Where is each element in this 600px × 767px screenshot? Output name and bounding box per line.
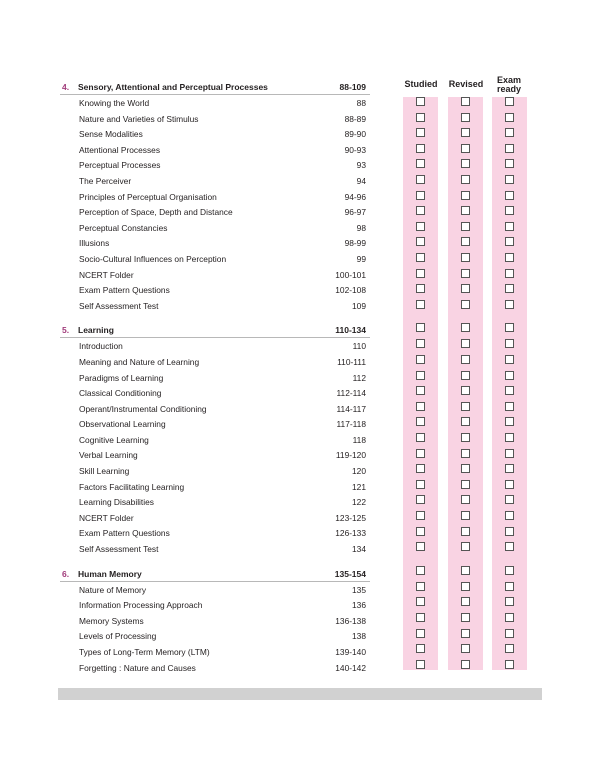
revised-checkbox[interactable] <box>461 323 470 332</box>
toc-item <box>60 111 370 127</box>
exam-ready-checkbox[interactable] <box>505 97 514 106</box>
studied-checkbox[interactable] <box>416 386 425 395</box>
toc-item-pages: 110-111 <box>337 356 366 367</box>
exam-ready-checkbox[interactable] <box>505 284 514 293</box>
toc-item <box>60 401 370 417</box>
toc-item-pages: 139-140 <box>335 647 366 657</box>
toc-item <box>60 597 370 613</box>
toc-item <box>60 95 370 111</box>
studied-checkbox[interactable] <box>416 597 425 606</box>
toc-item-label: Learning Disabilities <box>79 497 154 508</box>
revised-checkbox[interactable] <box>461 402 470 411</box>
toc-item <box>60 463 370 479</box>
toc-item <box>60 541 370 557</box>
studied-checkbox[interactable] <box>416 222 425 231</box>
revised-checkbox[interactable] <box>461 284 470 293</box>
studied-column-header: Studied <box>404 79 438 89</box>
exam-ready-checkbox[interactable] <box>505 339 514 348</box>
revised-checkbox[interactable] <box>461 613 470 622</box>
studied-checkbox[interactable] <box>416 206 425 215</box>
toc-item-pages: 120 <box>352 466 366 477</box>
toc-item-label: Exam Pattern Questions <box>79 528 170 539</box>
exam-ready-checkbox[interactable] <box>505 417 514 426</box>
revised-checkbox[interactable] <box>461 339 470 348</box>
revised-checkbox[interactable] <box>461 566 470 575</box>
toc-item-pages: 114-117 <box>336 403 366 414</box>
toc-item-label: Factors Facilitating Learning <box>79 481 185 492</box>
toc-item-label: Levels of Processing <box>79 631 157 642</box>
revised-checkbox[interactable] <box>461 355 470 364</box>
toc-item-label: Self Assessment Test <box>79 544 159 555</box>
toc-item-label: Types of Long-Term Memory (LTM) <box>79 647 210 657</box>
exam-ready-checkbox[interactable] <box>505 128 514 137</box>
toc-item-pages: 122 <box>352 497 366 508</box>
studied-checkbox[interactable] <box>416 269 425 278</box>
revised-checkbox[interactable] <box>461 629 470 638</box>
revised-checkbox[interactable] <box>461 480 470 489</box>
studied-checkbox[interactable] <box>416 660 425 669</box>
exam-ready-checkbox[interactable] <box>505 144 514 153</box>
toc-item <box>60 370 370 386</box>
revised-checkbox[interactable] <box>461 644 470 653</box>
toc-item <box>60 416 370 432</box>
section-number: 4. <box>62 82 70 92</box>
studied-checkbox[interactable] <box>416 339 425 348</box>
toc-item-label: Operant/Instrumental Conditioning <box>79 403 207 414</box>
toc-item-pages: 93 <box>356 160 366 171</box>
toc-item-pages: 100-101 <box>335 269 366 280</box>
revised-checkbox[interactable] <box>461 113 470 122</box>
revised-checkbox[interactable] <box>461 159 470 168</box>
table-of-contents <box>60 78 370 675</box>
revised-checkbox[interactable] <box>461 495 470 504</box>
revised-checkbox[interactable] <box>461 206 470 215</box>
exam-ready-checkbox[interactable] <box>505 253 514 262</box>
toc-item-label: Cognitive Learning <box>79 434 149 445</box>
toc-item-pages: 126-133 <box>335 528 366 539</box>
toc-item <box>60 189 370 205</box>
exam-ready-checkbox[interactable] <box>505 113 514 122</box>
section-gap <box>60 313 370 321</box>
toc-item-label: Classical Conditioning <box>79 388 162 399</box>
toc-item-label: Socio-Cultural Influences on Perception <box>79 253 227 264</box>
toc-item <box>60 525 370 541</box>
toc-item-label: Perceptual Constancies <box>79 222 168 233</box>
exam-ready-checkbox[interactable] <box>505 597 514 606</box>
toc-item <box>60 660 370 676</box>
studied-checkbox[interactable] <box>416 511 425 520</box>
toc-item-pages: 136-138 <box>335 615 366 626</box>
toc-item-pages: 117-118 <box>336 419 366 430</box>
studied-checkbox[interactable] <box>416 644 425 653</box>
toc-item-pages: 88 <box>356 98 366 108</box>
studied-checkbox[interactable] <box>416 495 425 504</box>
exam-ready-checkbox[interactable] <box>505 464 514 473</box>
toc-item-label: Principles of Perceptual Organisation <box>79 191 217 202</box>
studied-checkbox[interactable] <box>416 542 425 551</box>
toc-item-pages: 112-114 <box>336 388 366 399</box>
toc-item-pages: 134 <box>352 544 366 555</box>
studied-checkbox[interactable] <box>416 113 425 122</box>
toc-item-pages: 136 <box>352 600 366 611</box>
toc-item-label: Paradigms of Learning <box>79 372 164 383</box>
toc-item-label: Illusions <box>79 238 110 249</box>
section-pages: 135-154 <box>334 568 366 579</box>
section-gap <box>60 557 370 565</box>
studied-checkbox[interactable] <box>416 128 425 137</box>
studied-checkbox[interactable] <box>416 527 425 536</box>
toc-item <box>60 235 370 251</box>
toc-item-label: NCERT Folder <box>79 269 134 280</box>
revised-checkbox[interactable] <box>461 237 470 246</box>
section-pages: 110-134 <box>335 325 366 336</box>
studied-checkbox[interactable] <box>416 323 425 332</box>
toc-item-pages: 140-142 <box>335 662 366 673</box>
studied-checkbox[interactable] <box>416 566 425 575</box>
section-title: Human Memory <box>78 568 142 579</box>
toc-item-pages: 88-89 <box>344 113 366 124</box>
exam-ready-checkbox[interactable] <box>505 566 514 575</box>
exam-ready-checkbox[interactable] <box>505 191 514 200</box>
exam-ready-checkbox[interactable] <box>505 222 514 231</box>
exam-ready-checkbox[interactable] <box>505 237 514 246</box>
studied-checkbox[interactable] <box>416 97 425 106</box>
exam-ready-checkbox[interactable] <box>505 206 514 215</box>
exam-ready-checkbox[interactable] <box>505 300 514 309</box>
toc-item <box>60 385 370 401</box>
exam-ready-checkbox[interactable] <box>505 159 514 168</box>
revised-checkbox[interactable] <box>461 144 470 153</box>
studied-checkbox[interactable] <box>416 175 425 184</box>
revised-checkbox[interactable] <box>461 222 470 231</box>
toc-item <box>60 142 370 158</box>
exam-ready-checkbox[interactable] <box>505 644 514 653</box>
revised-checkbox[interactable] <box>461 269 470 278</box>
toc-item-pages: 89-90 <box>344 129 366 140</box>
studied-checkbox[interactable] <box>416 159 425 168</box>
toc-item-pages: 135 <box>352 584 366 595</box>
toc-item-label: The Perceiver <box>79 175 132 186</box>
toc-item <box>60 251 370 267</box>
toc-item <box>60 126 370 142</box>
toc-item-label: Nature of Memory <box>79 584 147 595</box>
exam-ready-checkbox[interactable] <box>505 527 514 536</box>
exam-ready-checkbox[interactable] <box>505 613 514 622</box>
revised-checkbox[interactable] <box>461 527 470 536</box>
exam-ready-checkbox[interactable] <box>505 495 514 504</box>
toc-item-label: Knowing the World <box>79 98 150 108</box>
exam-ready-checkbox[interactable] <box>505 371 514 380</box>
toc-item-pages: 123-125 <box>335 512 366 523</box>
exam-ready-checkbox[interactable] <box>505 542 514 551</box>
toc-item-label: Forgetting : Nature and Causes <box>79 662 196 673</box>
revised-checkbox[interactable] <box>461 175 470 184</box>
toc-item-label: Verbal Learning <box>79 450 138 461</box>
exam-ready-checkbox[interactable] <box>505 323 514 332</box>
section-title: Sensory, Attentional and Perceptual Processes <box>78 82 268 92</box>
toc-item <box>60 157 370 173</box>
studied-checkbox[interactable] <box>416 464 425 473</box>
studied-checkbox[interactable] <box>416 355 425 364</box>
toc-item <box>60 644 370 660</box>
toc-item-label: Self Assessment Test <box>79 300 159 311</box>
exam-ready-checkbox[interactable] <box>505 629 514 638</box>
studied-checkbox[interactable] <box>416 613 425 622</box>
toc-item-label: Memory Systems <box>79 615 144 626</box>
toc-item-pages: 98 <box>356 222 366 233</box>
toc-item-label: Perception of Space, Depth and Distance <box>79 207 233 218</box>
toc-item <box>60 354 370 370</box>
studied-checkbox[interactable] <box>416 191 425 200</box>
section-title: Learning <box>78 325 114 336</box>
toc-item <box>60 204 370 220</box>
revised-checkbox[interactable] <box>461 542 470 551</box>
toc-item-pages: 121 <box>352 481 366 492</box>
toc-item-pages: 109 <box>352 300 366 311</box>
toc-item-pages: 90-93 <box>344 144 366 155</box>
toc-item-pages: 110 <box>352 341 366 352</box>
exam-ready-checkbox[interactable] <box>505 175 514 184</box>
revised-checkbox[interactable] <box>461 511 470 520</box>
toc-item-pages: 118 <box>352 434 366 445</box>
toc-item <box>60 447 370 463</box>
revised-checkbox[interactable] <box>461 464 470 473</box>
exam-ready-checkbox[interactable] <box>505 386 514 395</box>
exam-ready-checkbox[interactable] <box>505 449 514 458</box>
toc-item-label: Introduction <box>79 341 123 352</box>
toc-item-label: Skill Learning <box>79 466 130 477</box>
studied-checkbox[interactable] <box>416 371 425 380</box>
studied-checkbox[interactable] <box>416 402 425 411</box>
toc-item-label: Information Processing Approach <box>79 600 203 611</box>
revised-checkbox[interactable] <box>461 253 470 262</box>
toc-item-pages: 94-96 <box>344 191 366 202</box>
revised-column-header: Revised <box>448 79 484 89</box>
toc-item <box>60 432 370 448</box>
toc-item-pages: 96-97 <box>344 207 366 218</box>
exam-ready-checkbox[interactable] <box>505 269 514 278</box>
revised-checkbox[interactable] <box>461 191 470 200</box>
toc-item <box>60 338 370 354</box>
revised-checkbox[interactable] <box>461 582 470 591</box>
section-pages: 88-109 <box>339 82 366 92</box>
studied-checkbox[interactable] <box>416 300 425 309</box>
toc-item <box>60 173 370 189</box>
toc-item <box>60 479 370 495</box>
exam-ready-checkbox[interactable] <box>505 480 514 489</box>
studied-checkbox[interactable] <box>416 253 425 262</box>
studied-checkbox[interactable] <box>416 144 425 153</box>
exam-ready-checkbox[interactable] <box>505 355 514 364</box>
revised-checkbox[interactable] <box>461 128 470 137</box>
exam-ready-checkbox[interactable] <box>505 511 514 520</box>
revised-checkbox[interactable] <box>461 371 470 380</box>
exam-ready-column-header: Exam ready <box>496 75 522 94</box>
toc-item <box>60 613 370 629</box>
section-heading <box>60 78 370 95</box>
studied-checkbox[interactable] <box>416 417 425 426</box>
toc-item-label: Nature and Varieties of Stimulus <box>79 113 199 124</box>
toc-item-pages: 94 <box>356 175 366 186</box>
revised-checkbox[interactable] <box>461 417 470 426</box>
revised-checkbox[interactable] <box>461 597 470 606</box>
section-number: 6. <box>62 568 70 579</box>
toc-item <box>60 282 370 298</box>
toc-item-label: Meaning and Nature of Learning <box>79 356 200 367</box>
section-heading <box>60 321 370 338</box>
toc-item <box>60 510 370 526</box>
toc-item <box>60 267 370 283</box>
toc-item <box>60 582 370 598</box>
studied-checkbox[interactable] <box>416 433 425 442</box>
revised-checkbox[interactable] <box>461 386 470 395</box>
studied-checkbox[interactable] <box>416 449 425 458</box>
studied-checkbox[interactable] <box>416 582 425 591</box>
studied-checkbox[interactable] <box>416 629 425 638</box>
toc-item-pages: 98-99 <box>344 238 366 249</box>
revised-checkbox[interactable] <box>461 449 470 458</box>
toc-item <box>60 628 370 644</box>
toc-item <box>60 494 370 510</box>
studied-checkbox[interactable] <box>416 284 425 293</box>
studied-checkbox[interactable] <box>416 237 425 246</box>
revised-checkbox[interactable] <box>461 300 470 309</box>
toc-item-pages: 102-108 <box>335 285 366 296</box>
studied-checkbox[interactable] <box>416 480 425 489</box>
toc-item-pages: 99 <box>356 253 366 264</box>
revised-checkbox[interactable] <box>461 97 470 106</box>
toc-item <box>60 298 370 314</box>
toc-item-label: Attentional Processes <box>79 144 161 155</box>
exam-ready-checkbox[interactable] <box>505 402 514 411</box>
toc-item-label: Perceptual Processes <box>79 160 161 171</box>
toc-item-label: Observational Learning <box>79 419 166 430</box>
exam-ready-checkbox[interactable] <box>505 582 514 591</box>
section-number: 5. <box>62 325 70 336</box>
toc-item <box>60 220 370 236</box>
section-heading <box>60 565 370 582</box>
exam-ready-checkbox[interactable] <box>505 433 514 442</box>
toc-item-pages: 119-120 <box>335 450 366 461</box>
revised-checkbox[interactable] <box>461 433 470 442</box>
toc-item-label: Exam Pattern Questions <box>79 285 170 296</box>
exam-ready-checkbox[interactable] <box>505 660 514 669</box>
revised-checkbox[interactable] <box>461 660 470 669</box>
toc-item-label: Sense Modalities <box>79 129 143 140</box>
footer-bar <box>58 688 542 700</box>
toc-item-pages: 138 <box>352 631 366 642</box>
toc-item-label: NCERT Folder <box>79 512 134 523</box>
toc-item-pages: 112 <box>352 372 366 383</box>
